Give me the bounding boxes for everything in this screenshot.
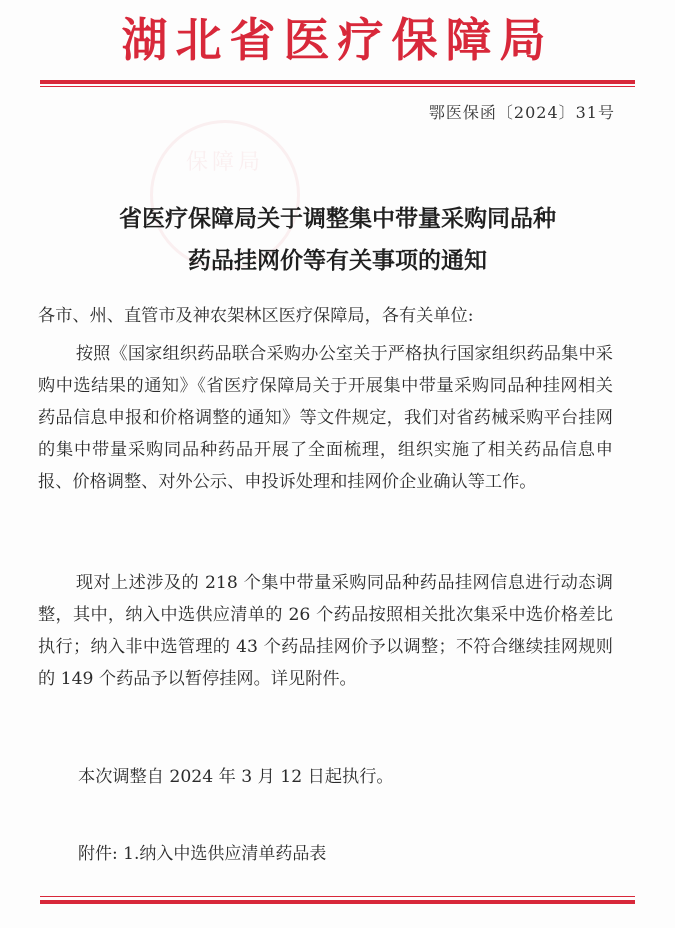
document-number: 鄂医保函〔2024〕31号 — [428, 103, 615, 122]
agency-header: 湖北省医疗保障局 — [121, 13, 554, 67]
header-red-rule-thin — [40, 86, 635, 87]
header-red-rule-thick — [40, 80, 635, 84]
salutation: 各市、州、直管市及神农架林区医疗保障局，各有关单位: — [38, 306, 474, 326]
attachment-line: 附件: 1.纳入中选供应清单药品表 — [78, 844, 327, 864]
body-paragraph-3: 本次调整自 2024 年 3 月 12 日起执行。 — [78, 767, 394, 787]
footer-red-rule-thin — [40, 896, 635, 897]
body-paragraph-2: 现对上述涉及的 218 个集中带量采购同品种药品挂网信息进行动态调整，其中，纳入中选供应清单的 26 个药品按照相关批次集采中选价格差比执行；纳入非中选管理的 43 个药品挂网价予以调整；不符合继续挂网规则的 149 个药品予以暂停挂网。详见附件。 — [38, 573, 613, 689]
notice-title-line1: 省医疗保障局关于调整集中带量采购同品种 — [119, 206, 556, 232]
notice-title — [0, 198, 675, 282]
notice-title-line2: 药品挂网价等有关事项的通知 — [188, 248, 487, 274]
seal-text: 保障局 — [185, 150, 264, 175]
footer-red-rule-thick — [40, 900, 635, 904]
body-paragraph-1: 按照《国家组织药品联合采购办公室关于严格执行国家组织药品集中采购中选结果的通知》《省医疗保障局关于开展集中带量采购同品种挂网相关药品信息申报和价格调整的通知》等文件规定，我们对省药械采购平台挂网的集中带量采购同品种药品开展了全面梳理，组织实施了相关药品信息申报、价格调整、对外公示、申投诉处理和挂网价企业确认等工作。 — [38, 344, 613, 492]
